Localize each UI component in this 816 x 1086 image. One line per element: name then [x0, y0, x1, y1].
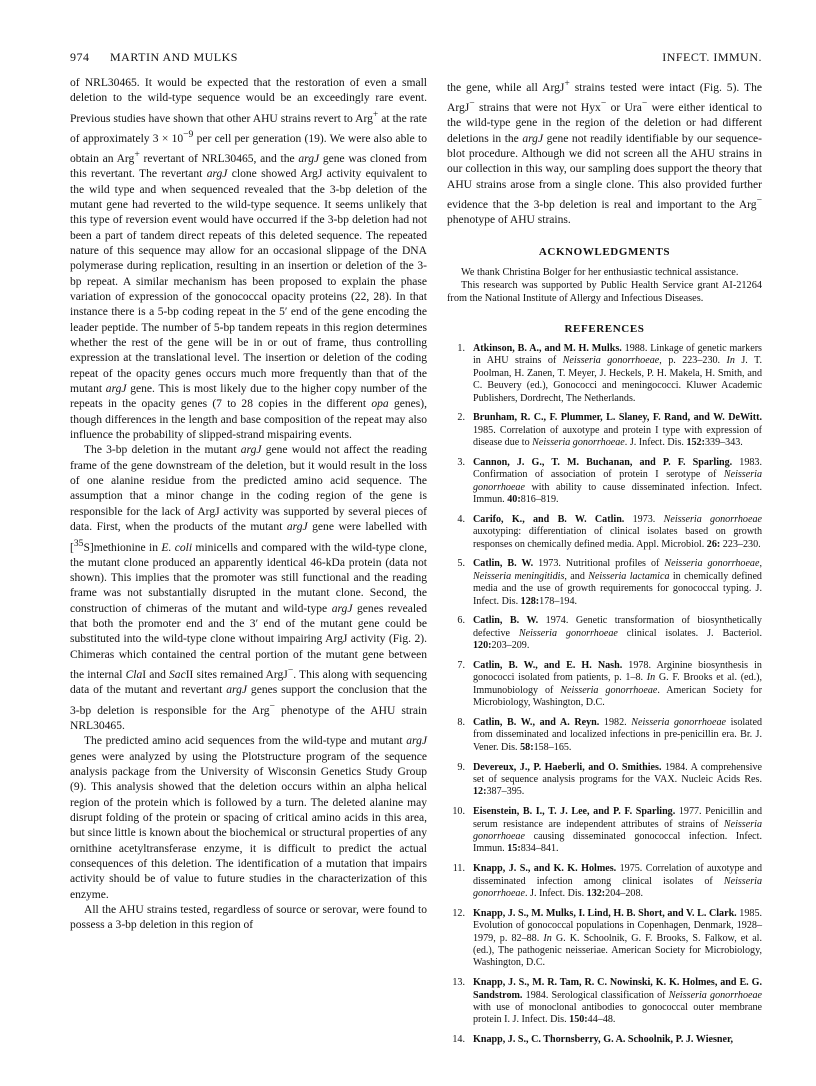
reference-text: Catlin, B. W. 1973. Nutritional profiles of Neisseria gonorrhoeae, Neisseria meningitidis, and Neisseria lactamica in chemically defined media and the use of growth requirements for gonococcal typing. J. Infect. Dis. 128:178–194.: [473, 558, 762, 607]
reference-item: [447, 908, 762, 970]
reference-number: 11.: [452, 863, 465, 875]
reference-text: Carifo, K., and B. W. Catlin. 1973. Neisseria gonorrhoeae auxotyping: differentiation of clinical isolates based on growth responses on chemically defined media. Appl. Microbiol. 26: 223–230.: [473, 513, 762, 550]
reference-text: Devereux, J., P. Haeberli, and O. Smithies. 1984. A comprehensive set of sequence analysis programs for the VAX. Nucleic Acids Res. 12:387–395.: [473, 761, 762, 798]
reference-item: [447, 762, 762, 799]
reference-number: 2.: [457, 412, 465, 424]
reference-text: Catlin, B. W., and E. H. Nash. 1978. Arginine biosynthesis in gonococci isolated from patients, p. 1–8. In G. F. Brooks et al. (ed.), Immunobiology of Neisseria gonorrhoeae. American Society for Microbiology, Washington, D.C.: [473, 660, 762, 709]
reference-number: 3.: [457, 456, 465, 468]
reference-item: [447, 615, 762, 652]
acknowledgment-paragraph: This research was supported by Public Health Service grant AI-21264 from the National Institute of Allergy and Infectious Diseases.: [447, 280, 762, 305]
reference-number: 7.: [457, 660, 465, 672]
references-heading: REFERENCES: [564, 322, 645, 335]
body-paragraph: All the AHU strains tested, regardless of source or serovar, were found to possess a 3-bp deletion in this region of: [70, 903, 427, 932]
references-section: [447, 322, 762, 1047]
reference-text: Catlin, B. W. 1974. Genetic transformation of biosynthetically defective Neisseria gonorrhoeae clinical isolates. J. Bacteriol. 120:203–209.: [473, 615, 762, 652]
reference-text: Knapp, J. S., C. Thornsberry, G. A. Schoolnik, P. J. Wiesner,: [473, 1034, 734, 1046]
reference-item: [447, 457, 762, 507]
right-column: [447, 76, 762, 1054]
reference-number: 4.: [457, 513, 465, 525]
reference-number: 12.: [452, 907, 465, 919]
acknowledgments-section: [447, 245, 762, 306]
left-column: [70, 76, 427, 934]
reference-number: 13.: [452, 977, 465, 989]
reference-text: Atkinson, B. A., and M. H. Mulks. 1988. Linkage of genetic markers in AHU strains of Neisseria gonorrhoeae, p. 223–230. In J. T. Poolman, H. Zanen, T. Meyer, J. Heckels, P. H. Makela, H. Smith, and C. Beuvery (ed.), Gonococci and meningococci. Kluwer Academic Publishers, Dordrecht, The Netherlands.: [473, 342, 763, 404]
reference-number: 6.: [457, 615, 465, 627]
reference-text: Knapp, J. S., and K. K. Holmes. 1975. Correlation of auxotype and disseminated infection among clinical isolates of Neisseria gonorrhoeae. J. Infect. Dis. 132:204–208.: [473, 863, 763, 900]
reference-text: Eisenstein, B. I., T. J. Lee, and P. F. Sparling. 1977. Penicillin and serum resistance are independent attributes of strains of Neisseria gonorrhoeae causing disseminated gonococcal infection. Infect. Immun. 15:834–841.: [473, 806, 763, 855]
acknowledgment-paragraph: We thank Christina Bolger for her enthusiastic technical assistance.: [461, 266, 739, 278]
body-paragraph: the gene, while all ArgJ+ strains tested were intact (Fig. 5). The ArgJ− strains that were not Hyx− or Ura− were either identical to the wild-type gene in the region of the deletion or had different deletions in the argJ gene not readily identifiable by our sequence-blot procedure. Although we did not screen all the AHU strains in our collection in this way, our sampling does support the theory that AHU strains arose from a single clone. This also provided further evidence that the 3-bp deletion is real and important to the Arg− phenotype of AHU strains.: [447, 78, 763, 227]
reference-item: [447, 863, 762, 900]
running-header: [70, 50, 762, 70]
reference-text: Catlin, B. W., and A. Reyn. 1982. Neisseria gonorrhoeae isolated from disseminated and localized infections in pre-penicillin era. Br. J. Vener. Dis. 58:158–165.: [473, 717, 762, 753]
running-authors: MARTIN AND MULKS: [110, 50, 238, 64]
page-number: 974: [70, 50, 90, 64]
body-paragraph: The 3-bp deletion in the mutant argJ gene would not affect the reading frame of the gene downstream of the deletion, but it would result in the loss of one alanine residue from the predicted amino acid sequence. The assumption that a minor change in the coding region of the gene is responsible for the lack of ArgJ activity was supported by several pieces of data. First, when the products of the mutant argJ gene were labelled with [$^{35}$S]methionine in E. coli minicells and compared with the wild-type clone, the mutant clone produced an apparently identical 46-kDa protein (data not shown). This implies that the promoter was still functional and the reading frame was not substantially disrupted in the mutant clone. Second, the construction of chimeras of the mutant and wild-type argJ genes revealed that both the promoter end and the 3′ end of the mutant gene could be substituted into the wild-type clone without impairing ArgJ activity (Fig. 2). Chimeras which contained the central portion of the mutant gene between the internal ClaI and SacII sites remained ArgJ−. This along with sequencing data of the mutant and revertant argJ genes support the conclusion that the 3-bp deletion is responsible for the Arg− phenotype of the AHU strain NRL30465.: [70, 444, 427, 732]
reference-item: [447, 977, 762, 1027]
reference-number: 5.: [457, 558, 465, 570]
reference-number: 14.: [452, 1034, 465, 1046]
reference-item: [447, 514, 762, 551]
reference-text: Knapp, J. S., M. Mulks, I. Lind, H. B. Short, and V. L. Clark. 1985. Evolution of gonococcal populations in Copenhagen, Denmark, 1928–1979, p. 82–88. In G. K. Schoolnik, G. F. Brooks, S. Falkow, et al. (ed.), The pathogenic neisseriae. American Society for Microbiology, Washington, D.C.: [473, 907, 763, 969]
reference-number: 10.: [452, 806, 465, 818]
reference-text: Knapp, J. S., M. R. Tam, R. C. Nowinski, K. K. Holmes, and E. G. Sandstrom. 1984. Serological classification of Neisseria gonorrhoeae with use of monoclonal antibodies to gonococcal outer membrane protein I. J. Infect. Dis. 150:44–48.: [473, 977, 762, 1026]
reference-number: 1.: [457, 342, 465, 354]
reference-item: [447, 806, 762, 856]
reference-text: Brunham, R. C., F. Plummer, L. Slaney, F. Rand, and W. DeWitt. 1985. Correlation of auxotype and protein I type with expression of disease due to Neisseria gonorrhoeae. J. Infect. Dis. 152:339–343.: [473, 412, 762, 449]
reference-item: [447, 343, 762, 405]
reference-text: Cannon, J. G., T. M. Buchanan, and P. F. Sparling. 1983. Confirmation of association of protein I serotype of Neisseria gonorrhoeae with ability to cause disseminated infection. Infect. Immun. 40:816–819.: [473, 456, 763, 506]
reference-number: 8.: [457, 717, 465, 729]
reference-number: 9.: [457, 761, 465, 773]
reference-item: [447, 412, 762, 449]
reference-list: [447, 343, 762, 1047]
reference-item: [447, 1034, 762, 1046]
acknowledgments-heading: ACKNOWLEDGMENTS: [538, 245, 671, 258]
reference-item: [447, 660, 762, 710]
body-paragraph: of NRL30465. It would be expected that the restoration of even a small deletion to the wild-type sequence would be an exceedingly rare event. Previous studies have shown that other AHU strains revert to Arg+ at the rate of approximately $3 \times 10^{-9}$ per cell per generation (19). We were also able to obtain an Arg+ revertant of NRL30465, and the argJ gene was cloned from this revertant. The revertant argJ clone showed ArgJ activity equivalent to the wild type and when sequenced revealed that the 3-bp deletion of the mutant gene had reverted to the wild-type sequence. It seems unlikely that this type of reversion event would have occurred if the 3-bp deletion had not been a part of tandem direct repeats of this deleted sequence. The repeated nature of this sequence may allow for an occasional slippage of the DNA polymerase during replication, resulting in an insertion or deletion of the 3-bp repeat. A similar mechanism has been proposed to explain the phase variation of expression of the gonococcal opacity proteins (22, 28). In that instance there is a 5-bp coding repeat in the 5′ end of the gene encoding the leader peptide. The number of 5-bp tandem repeats in this region determines whether the rest of the gene will be in or out of frame, thus controlling expression at the translational level. The insertion or deletion of the coding repeat of the opacity genes occurs much more frequently than that of the mutant argJ gene. This is most likely due to the higher copy number of the repeats in the opacity genes (7 to 28 copies in the different opa genes), though differences in the length and base composition of the repeat may also influence the probability of slipped-strand mispairing events.: [70, 77, 427, 442]
reference-item: [447, 717, 762, 754]
journal-abbreviation: INFECT. IMMUN.: [662, 50, 762, 64]
body-paragraph: The predicted amino acid sequences from the wild-type and mutant argJ genes were analyzed by using the Plotstructure program of the sequence analysis package from the University of Wisconsin Genetics Study Group (9). This analysis showed that the deletion occurs within an alpha helical region of the protein which is followed by a turn. The deleted alanine may disrupt folding of the protein or spacing of critical amino acids in this area, but since little is known about the biochemical or structural properties of any ornithine acetyltransferase enzyme, it is difficult to predict the actual consequences of this deletion. The identification of a mutation that impairs activity should be of value to future studies in the characterization of this enzyme.: [70, 735, 427, 901]
reference-item: [447, 558, 762, 608]
